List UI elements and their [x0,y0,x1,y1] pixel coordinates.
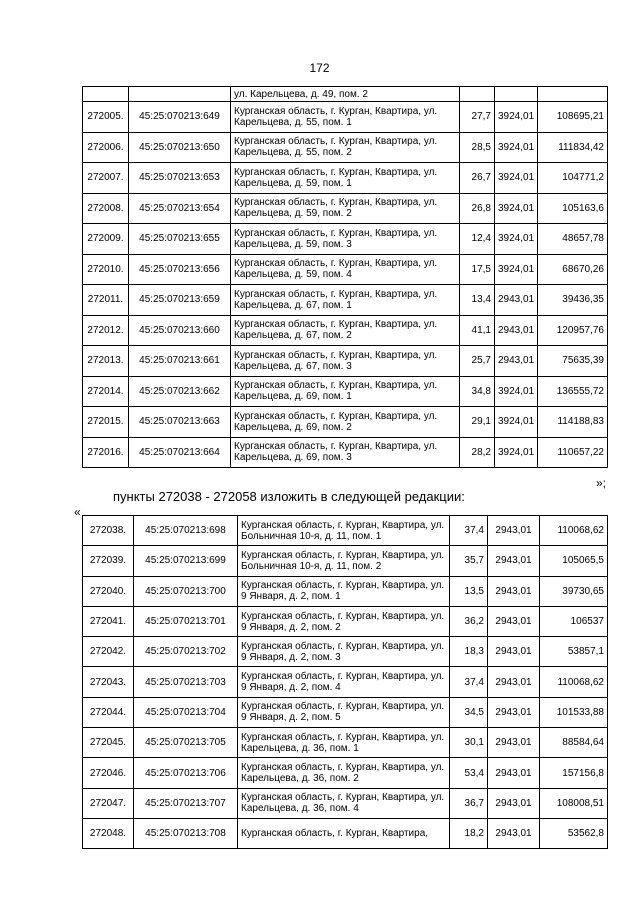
property-table-1 [82,86,608,468]
rate-cell: 3924,01 [495,224,538,255]
table-row [83,637,608,667]
address-cell: Курганская область, г. Курган, Квартира, ул. Карельцева, д. 69, пом. 3 [231,437,460,468]
cadastral-number-cell: 45:25:070213:661 [129,346,231,377]
rate-cell: 2943,01 [488,728,540,758]
cadastral-number-cell: 45:25:070213:703 [134,667,238,697]
cost-cell: 68670,26 [538,254,608,285]
address-cell: Курганская область, г. Курган, Квартира, ул. Карельцева, д. 67, пом. 3 [231,346,460,377]
cost-cell: 53857,1 [540,637,608,667]
cost-cell: 108695,21 [538,102,608,133]
area-cell: 37,4 [450,667,488,697]
property-table-2 [82,515,608,849]
area-cell: 34,8 [460,376,495,407]
area-cell: 29,1 [460,407,495,438]
row-number-cell: 272044. [83,697,134,727]
address-cell: Курганская область, г. Курган, Квартира, ул. 9 Января, д. 2, пом. 2 [238,606,450,636]
table-row [83,163,608,194]
address-cell: Курганская область, г. Курган, Квартира, ул. 9 Января, д. 2, пом. 1 [238,576,450,606]
cost-cell: 48657,78 [538,224,608,255]
cost-cell: 106537 [540,606,608,636]
cadastral-number-cell: 45:25:070213:659 [129,285,231,316]
rate-cell: 2943,01 [488,697,540,727]
rate-cell: 2943,01 [495,315,538,346]
cost-cell: 157156,8 [540,758,608,788]
address-cell: Курганская область, г. Курган, Квартира, ул. Больничная 10-я, д. 11, пом. 1 [238,516,450,546]
cost-cell: 53562,8 [540,818,608,848]
row-number-cell: 272010. [83,254,129,285]
area-cell: 26,8 [460,193,495,224]
row-number-cell: 272013. [83,346,129,377]
address-cell: Курганская область, г. Курган, Квартира, ул. Карельцева, д. 36, пом. 4 [238,788,450,818]
area-cell: 41,1 [460,315,495,346]
area-cell: 35,7 [450,546,488,576]
area-cell: 27,7 [460,102,495,133]
table-row [83,437,608,468]
row-number-cell: 272005. [83,102,129,133]
cost-cell: 120957,76 [538,315,608,346]
cadastral-number-cell: 45:25:070213:707 [134,788,238,818]
rate-cell: 3924,01 [495,193,538,224]
table-row [83,576,608,606]
table-row [83,285,608,316]
address-cell: Курганская область, г. Курган, Квартира, ул. Карельцева, д. 67, пом. 2 [231,315,460,346]
table-row [83,788,608,818]
rate-cell: 2943,01 [488,667,540,697]
cadastral-number-cell: 45:25:070213:704 [134,697,238,727]
address-cell: Курганская область, г. Курган, Квартира, ул. Карельцева, д. 59, пом. 4 [231,254,460,285]
address-cell: Курганская область, г. Курган, Квартира, ул. Карельцева, д. 55, пом. 1 [231,102,460,133]
area-cell: 34,5 [450,697,488,727]
rate-cell: 2943,01 [488,637,540,667]
address-cell: Курганская область, г. Курган, Квартира, ул. 9 Января, д. 2, пом. 4 [238,667,450,697]
area-cell: 12,4 [460,224,495,255]
cost-cell: 39436,35 [538,285,608,316]
rate-cell: 3924,01 [495,163,538,194]
table-row [83,667,608,697]
cost-cell: 105163,6 [538,193,608,224]
cost-cell: 110068,62 [540,667,608,697]
rate-cell: 2943,01 [488,758,540,788]
table-row [83,758,608,788]
rate-cell: 2943,01 [488,606,540,636]
row-number-cell: 272045. [83,728,134,758]
cadastral-number-cell: 45:25:070213:654 [129,193,231,224]
opening-quote: « [74,505,81,519]
cadastral-number-cell: 45:25:070213:708 [134,818,238,848]
row-number-cell: 272042. [83,637,134,667]
address-cell: ул. Карельцева, д. 49, пом. 2 [231,87,460,102]
area-cell: 30,1 [450,728,488,758]
cadastral-number-cell: 45:25:070213:700 [134,576,238,606]
cost-cell: 110068,62 [540,516,608,546]
address-cell: Курганская область, г. Курган, Квартира, [238,818,450,848]
rate-cell: 3924,01 [495,407,538,438]
cadastral-number-cell: 45:25:070213:650 [129,132,231,163]
cadastral-number-cell: 45:25:070213:663 [129,407,231,438]
rate-cell: 3924,01 [495,437,538,468]
table-row [83,102,608,133]
row-number-cell: 272046. [83,758,134,788]
address-cell: Курганская область, г. Курган, Квартира, ул. Карельцева, д. 69, пом. 2 [231,407,460,438]
rate-cell: 3924,01 [495,376,538,407]
cost-cell: 88584,64 [540,728,608,758]
table-row [83,728,608,758]
address-cell: Курганская область, г. Курган, Квартира, ул. Карельцева, д. 59, пом. 3 [231,224,460,255]
row-number-cell: 272040. [83,576,134,606]
row-number-cell: 272047. [83,788,134,818]
table-row [83,315,608,346]
row-number-cell: 272012. [83,315,129,346]
table-row [83,606,608,636]
area-cell: 13,5 [450,576,488,606]
rate-cell: 2943,01 [495,346,538,377]
address-cell: Курганская область, г. Курган, Квартира, ул. Больничная 10-я, д. 11, пом. 2 [238,546,450,576]
row-number-cell: 272008. [83,193,129,224]
address-cell: Курганская область, г. Курган, Квартира, ул. Карельцева, д. 36, пом. 2 [238,758,450,788]
area-cell: 17,5 [460,254,495,285]
table-row [83,254,608,285]
cost-cell: 75635,39 [538,346,608,377]
cadastral-number-cell: 45:25:070213:706 [134,758,238,788]
cadastral-number-cell: 45:25:070213:701 [134,606,238,636]
closing-quote: »; [596,476,607,490]
cadastral-number-cell: 45:25:070213:705 [134,728,238,758]
address-cell: Курганская область, г. Курган, Квартира, ул. 9 Января, д. 2, пом. 5 [238,697,450,727]
address-cell: Курганская область, г. Курган, Квартира, ул. Карельцева, д. 36, пом. 1 [238,728,450,758]
table-row [83,224,608,255]
area-cell: 13,4 [460,285,495,316]
row-number-cell: 272007. [83,163,129,194]
cost-cell: 114188,83 [538,407,608,438]
row-number-cell: 272014. [83,376,129,407]
rate-cell: 2943,01 [488,546,540,576]
address-cell: Курганская область, г. Курган, Квартира, ул. 9 Января, д. 2, пом. 3 [238,637,450,667]
row-number-cell: 272016. [83,437,129,468]
cost-cell: 39730,65 [540,576,608,606]
address-cell: Курганская область, г. Курган, Квартира, ул. Карельцева, д. 59, пом. 2 [231,193,460,224]
cadastral-number-cell: 45:25:070213:655 [129,224,231,255]
rate-cell: 3924,01 [495,132,538,163]
row-number-cell: 272009. [83,224,129,255]
row-number-cell: 272006. [83,132,129,163]
area-cell: 28,2 [460,437,495,468]
cadastral-number-cell: 45:25:070213:702 [134,637,238,667]
cadastral-number-cell: 45:25:070213:649 [129,102,231,133]
amendment-instruction: пункты 272038 - 272058 изложить в следующей редакции: [113,489,465,504]
area-cell: 26,7 [460,163,495,194]
table-row [83,346,608,377]
area-cell: 37,4 [450,516,488,546]
cadastral-number-cell: 45:25:070213:653 [129,163,231,194]
row-number-cell: 272015. [83,407,129,438]
table-row [83,407,608,438]
cost-cell: 104771,2 [538,163,608,194]
cadastral-number-cell: 45:25:070213:698 [134,516,238,546]
area-cell: 25,7 [460,346,495,377]
table-row [83,516,608,546]
address-cell: Курганская область, г. Курган, Квартира, ул. Карельцева, д. 69, пом. 1 [231,376,460,407]
row-number-cell: 272048. [83,818,134,848]
address-cell: Курганская область, г. Курган, Квартира, ул. Карельцева, д. 67, пом. 1 [231,285,460,316]
cost-cell: 136555,72 [538,376,608,407]
cadastral-number-cell: 45:25:070213:662 [129,376,231,407]
cost-cell: 110657,22 [538,437,608,468]
cost-cell: 111834,42 [538,132,608,163]
row-number-cell: 272041. [83,606,134,636]
area-cell: 36,2 [450,606,488,636]
rate-cell: 3924,01 [495,254,538,285]
cadastral-number-cell: 45:25:070213:664 [129,437,231,468]
table-row [83,818,608,848]
rate-cell: 2943,01 [488,576,540,606]
rate-cell: 3924,01 [495,102,538,133]
cadastral-number-cell: 45:25:070213:660 [129,315,231,346]
table-row [83,546,608,576]
rate-cell: 2943,01 [488,516,540,546]
address-cell: Курганская область, г. Курган, Квартира, ул. Карельцева, д. 55, пом. 2 [231,132,460,163]
table-row [83,376,608,407]
address-cell: Курганская область, г. Курган, Квартира, ул. Карельцева, д. 59, пом. 1 [231,163,460,194]
cost-cell: 105065,5 [540,546,608,576]
table-row [83,697,608,727]
table-row-continuation [83,87,608,102]
cadastral-number-cell: 45:25:070213:656 [129,254,231,285]
rate-cell: 2943,01 [495,285,538,316]
rate-cell: 2943,01 [488,818,540,848]
area-cell: 28,5 [460,132,495,163]
row-number-cell: 272043. [83,667,134,697]
area-cell: 36,7 [450,788,488,818]
cadastral-number-cell: 45:25:070213:699 [134,546,238,576]
row-number-cell: 272038. [83,516,134,546]
area-cell: 18,2 [450,818,488,848]
cost-cell: 101533,88 [540,697,608,727]
area-cell: 53,4 [450,758,488,788]
rate-cell: 2943,01 [488,788,540,818]
cost-cell: 108008,51 [540,788,608,818]
row-number-cell: 272039. [83,546,134,576]
table-row [83,193,608,224]
page-number: 172 [309,61,330,75]
area-cell: 18,3 [450,637,488,667]
row-number-cell: 272011. [83,285,129,316]
table-row [83,132,608,163]
